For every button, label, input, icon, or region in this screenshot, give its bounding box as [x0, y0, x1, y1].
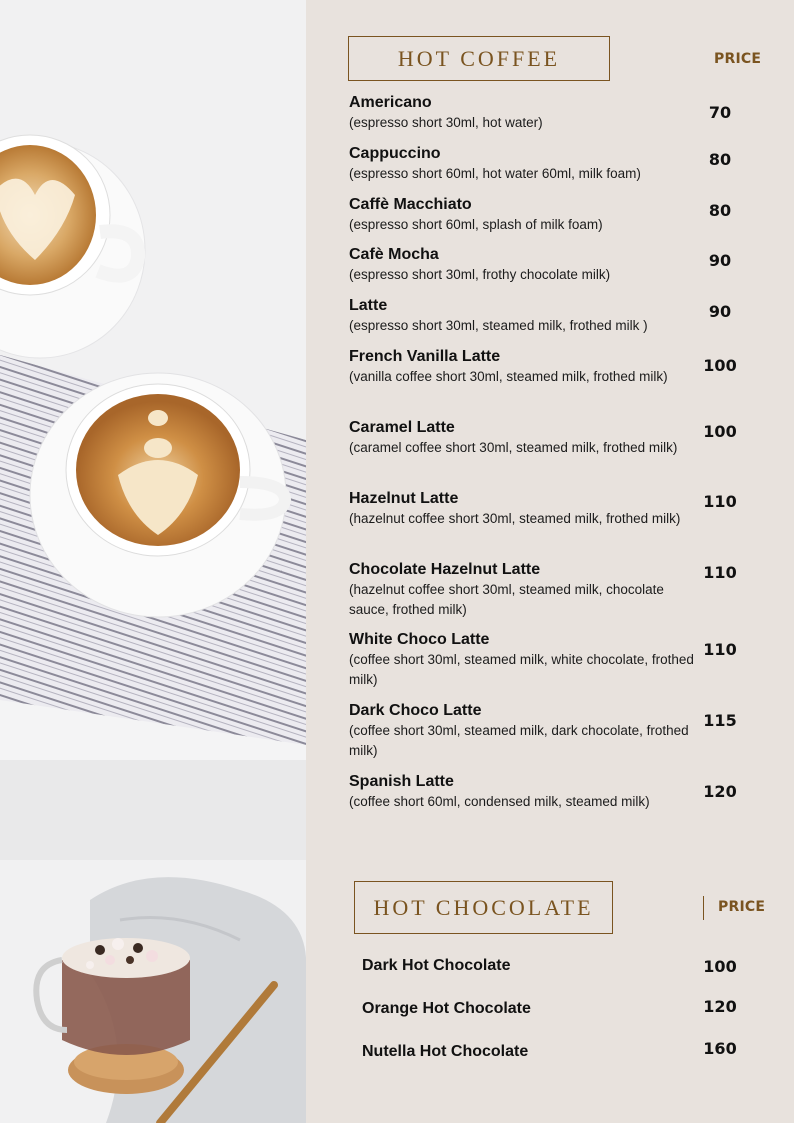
hot-chocolate-item-price: 100 — [703, 957, 737, 976]
menu-item-description: (coffee short 30ml, steamed milk, dark chocolate, frothed milk) — [349, 723, 689, 758]
menu-item-description: (espresso short 60ml, hot water 60ml, milk foam) — [349, 166, 641, 181]
menu-item-name: Hazelnut Latte — [349, 490, 459, 507]
hot-chocolate-item-price: 120 — [703, 997, 737, 1016]
menu-item-caramel-latte — [349, 417, 694, 458]
menu-item-cappuccino — [349, 143, 694, 184]
menu-item-white-choco-latte — [349, 629, 694, 690]
menu-item-price: 100 — [703, 422, 737, 441]
menu-item-description: (coffee short 30ml, steamed milk, white chocolate, frothed milk) — [349, 652, 694, 687]
menu-item-description: (caramel coffee short 30ml, steamed milk, frothed milk) — [349, 440, 678, 455]
menu-item-hazelnut-latte — [349, 488, 694, 529]
menu-item-price: 90 — [708, 251, 732, 270]
menu-item-name: Spanish Latte — [349, 773, 454, 790]
menu-item-spanish-latte — [349, 771, 694, 812]
menu-item-price: 120 — [703, 782, 737, 801]
menu-item-description: (hazelnut coffee short 30ml, steamed milk, frothed milk) — [349, 511, 681, 526]
hot-chocolate-price-header: PRICE — [718, 899, 766, 915]
menu-item-americano — [349, 92, 694, 133]
menu-item-description: (espresso short 30ml, steamed milk, frothed milk ) — [349, 318, 648, 333]
menu-item-price: 110 — [703, 640, 737, 659]
menu-item-description: (coffee short 60ml, condensed milk, steamed milk) — [349, 794, 650, 809]
menu-item-description: (espresso short 30ml, hot water) — [349, 115, 543, 130]
menu-item-name: Cafè Mocha — [349, 246, 439, 263]
menu-item-name: Caramel Latte — [349, 419, 455, 436]
hot-chocolate-photo — [0, 760, 306, 1123]
menu-item-price: 80 — [708, 150, 732, 169]
hot-chocolate-item-name: Dark Hot Chocolate — [362, 957, 511, 974]
hot-chocolate-item-name: Orange Hot Chocolate — [362, 1000, 531, 1017]
menu-item-price: 80 — [708, 201, 732, 220]
menu-item-name: French Vanilla Latte — [349, 348, 501, 365]
latte-cups-photo — [0, 0, 306, 760]
hot-coffee-price-header: PRICE — [714, 51, 762, 67]
menu-panel — [306, 0, 794, 1123]
menu-item-price: 110 — [703, 563, 737, 582]
menu-item-dark-choco-latte — [349, 700, 694, 761]
photo-panel — [0, 0, 306, 1123]
hot-coffee-title: HOT COFFEE — [348, 36, 610, 81]
menu-item-description: (vanilla coffee short 30ml, steamed milk, frothed milk) — [349, 369, 668, 384]
menu-item-price: 100 — [703, 356, 737, 375]
menu-item-name: Dark Choco Latte — [349, 702, 482, 719]
hot-chocolate-title: HOT CHOCOLATE — [354, 881, 613, 934]
menu-item-name: White Choco Latte — [349, 631, 490, 648]
menu-item-latte — [349, 295, 694, 336]
menu-item-description: (espresso short 30ml, frothy chocolate milk) — [349, 267, 611, 282]
menu-item-french-vanilla-latte — [349, 346, 694, 387]
menu-item-price: 70 — [708, 103, 732, 122]
menu-item-name: Americano — [349, 94, 432, 111]
menu-item-name: Chocolate Hazelnut Latte — [349, 561, 541, 578]
menu-item-name: Cappuccino — [349, 145, 441, 162]
hot-chocolate-item-price: 160 — [703, 1039, 737, 1058]
menu-item-price: 110 — [703, 492, 737, 511]
menu-item-caffe-macchiato — [349, 194, 694, 235]
menu-item-description: (espresso short 60ml, splash of milk foam) — [349, 217, 603, 232]
menu-item-price: 115 — [703, 711, 737, 730]
menu-item-cafe-mocha — [349, 244, 694, 285]
menu-item-name: Caffè Macchiato — [349, 196, 472, 213]
price-divider — [703, 896, 704, 920]
menu-item-description: (hazelnut coffee short 30ml, steamed milk, chocolate sauce, frothed milk) — [349, 582, 664, 617]
hot-chocolate-item-name: Nutella Hot Chocolate — [362, 1043, 529, 1060]
menu-item-price: 90 — [708, 302, 732, 321]
menu-item-chocolate-hazelnut-latte — [349, 559, 694, 620]
menu-item-name: Latte — [349, 297, 388, 314]
